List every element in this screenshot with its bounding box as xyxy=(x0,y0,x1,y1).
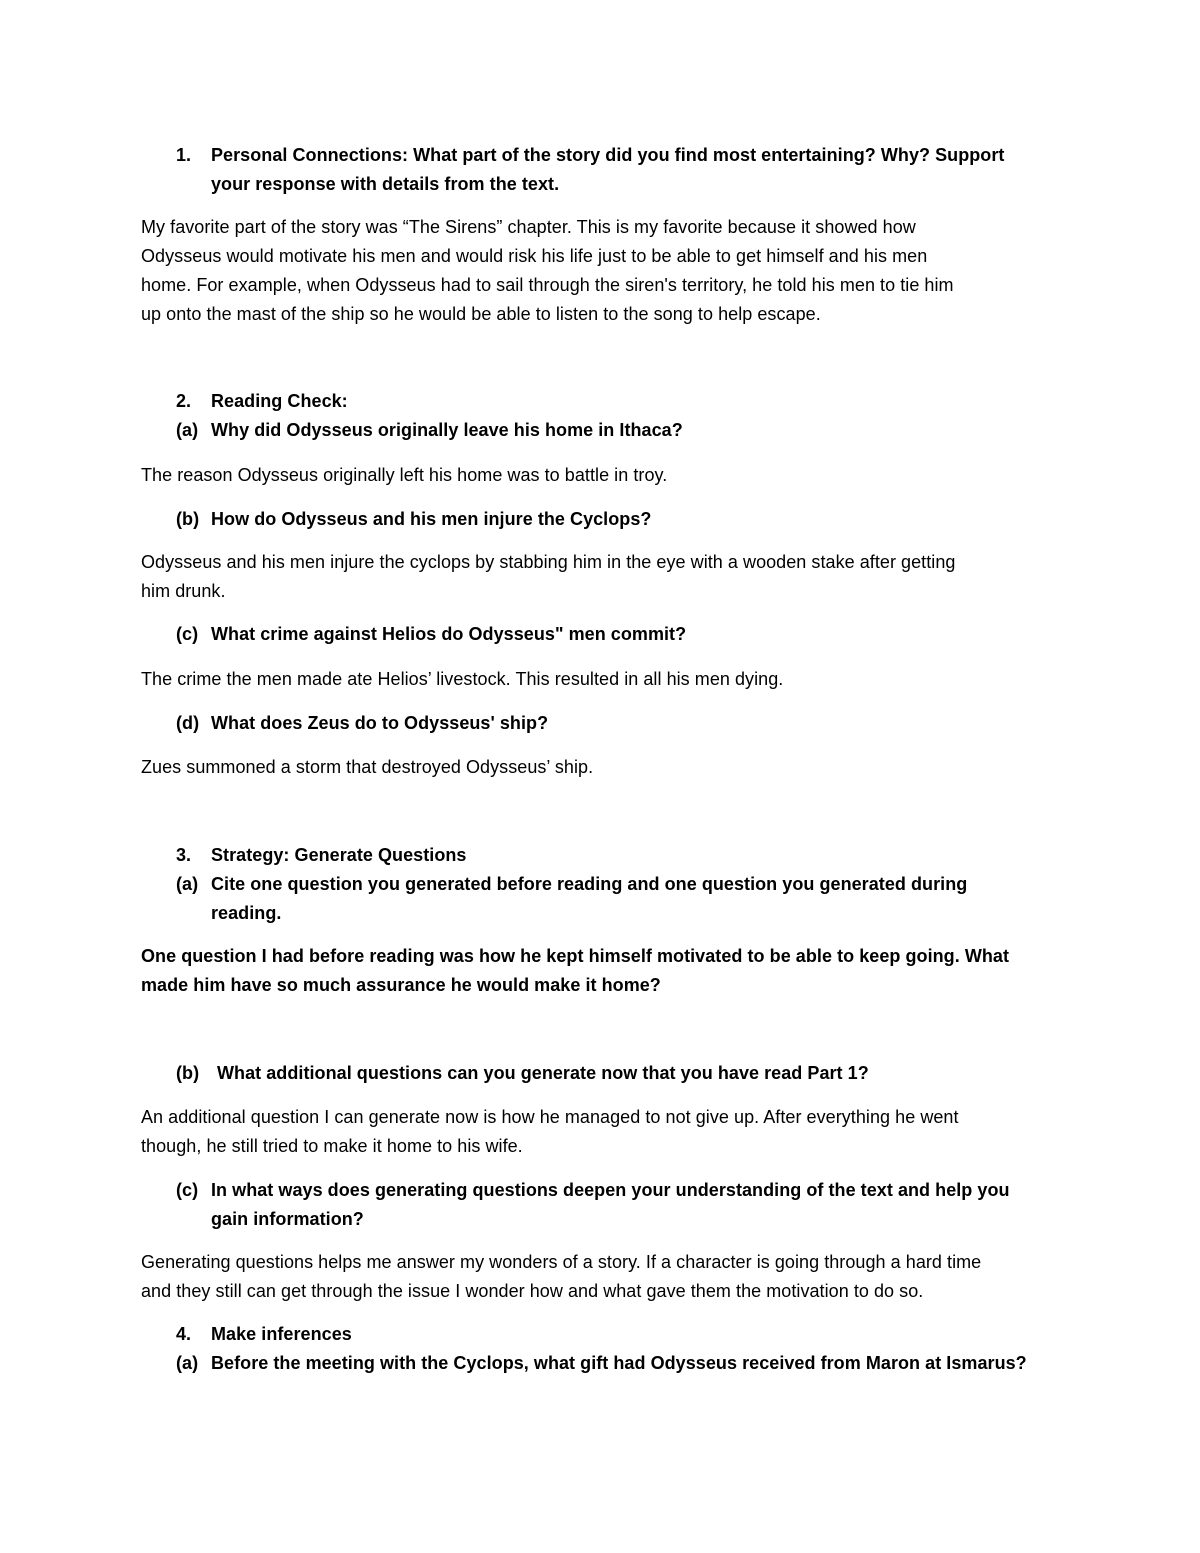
q3c-prompt-text: In what ways does generating questions deepen your understanding of the text and help you xyxy=(211,1180,1010,1200)
q4a-label: (a) xyxy=(176,1353,199,1373)
q3a-answer-line2: made him have so much assurance he would make it home? xyxy=(141,975,661,995)
q3c-prompt-line2: gain information? xyxy=(211,1209,364,1229)
q2b-answer-line1: Odysseus and his men injure the cyclops by stabbing him in the eye with a wooden stake after getting xyxy=(141,552,956,572)
q3b-answer-line2: though, he still tried to make it home to his wife. xyxy=(141,1136,523,1156)
q3b-label: (b) xyxy=(176,1063,200,1083)
q1-number: 1. xyxy=(176,145,192,165)
q3c-answer-line1: Generating questions helps me answer my wonders of a story. If a character is going through a hard time xyxy=(141,1252,982,1272)
q1-answer-line3: home. For example, when Odysseus had to sail through the siren's territory, he told his men to tie him xyxy=(141,275,954,295)
q2-number: 2. xyxy=(176,391,192,411)
q3-title: Strategy: Generate Questions xyxy=(211,845,467,865)
q4a-prompt-text: Before the meeting with the Cyclops, what gift had Odysseus received from Maron at Ismarus? xyxy=(211,1353,1027,1373)
q3a-prompt-text: Cite one question you generated before reading and one question you generated during xyxy=(211,874,968,894)
q2b-label: (b) xyxy=(176,509,200,529)
q2c-prompt-text: What crime against Helios do Odysseus" men commit? xyxy=(211,624,687,644)
q1-prompt-line2: your response with details from the text. xyxy=(211,174,560,194)
q3a-prompt-line2: reading. xyxy=(211,903,282,923)
q4-title: Make inferences xyxy=(211,1324,352,1344)
q1-answer-line2: Odysseus would motivate his men and would risk his life just to be able to get himself and his men xyxy=(141,246,928,266)
q1-prompt-text: Personal Connections: What part of the story did you find most entertaining? Why? Support xyxy=(211,145,1005,165)
q2d-answer: Zues summoned a storm that destroyed Odysseus’ ship. xyxy=(141,757,594,777)
q4-number: 4. xyxy=(176,1324,192,1344)
q1-answer-line1: My favorite part of the story was “The Sirens” chapter. This is my favorite because it showed how xyxy=(141,217,916,237)
q3b-prompt-text: What additional questions can you generate now that you have read Part 1? xyxy=(217,1063,869,1083)
q2a-answer: The reason Odysseus originally left his home was to battle in troy. xyxy=(141,465,668,485)
q2d-prompt-text: What does Zeus do to Odysseus' ship? xyxy=(211,713,549,733)
q3a-label: (a) xyxy=(176,874,199,894)
q2a-label: (a) xyxy=(176,420,199,440)
q2c-label: (c) xyxy=(176,624,199,644)
q2a-prompt-text: Why did Odysseus originally leave his home in Ithaca? xyxy=(211,420,683,440)
q3-number: 3. xyxy=(176,845,192,865)
q2b-answer-line2: him drunk. xyxy=(141,581,226,601)
q3b-answer-line1: An additional question I can generate now is how he managed to not give up. After everything he went xyxy=(141,1107,959,1127)
q2c-answer: The crime the men made ate Helios’ livestock. This resulted in all his men dying. xyxy=(141,669,784,689)
q3c-label: (c) xyxy=(176,1180,199,1200)
q3c-answer-line2: and they still can get through the issue I wonder how and what gave them the motivation to do so. xyxy=(141,1281,924,1301)
q3a-answer-line1: One question I had before reading was how he kept himself motivated to be able to keep going. What xyxy=(141,946,1010,966)
q1-answer-line4: up onto the mast of the ship so he would be able to listen to the song to help escape. xyxy=(141,304,821,324)
q2d-label: (d) xyxy=(176,713,200,733)
q2b-prompt-text: How do Odysseus and his men injure the Cyclops? xyxy=(211,509,652,529)
q2-title: Reading Check: xyxy=(211,391,348,411)
